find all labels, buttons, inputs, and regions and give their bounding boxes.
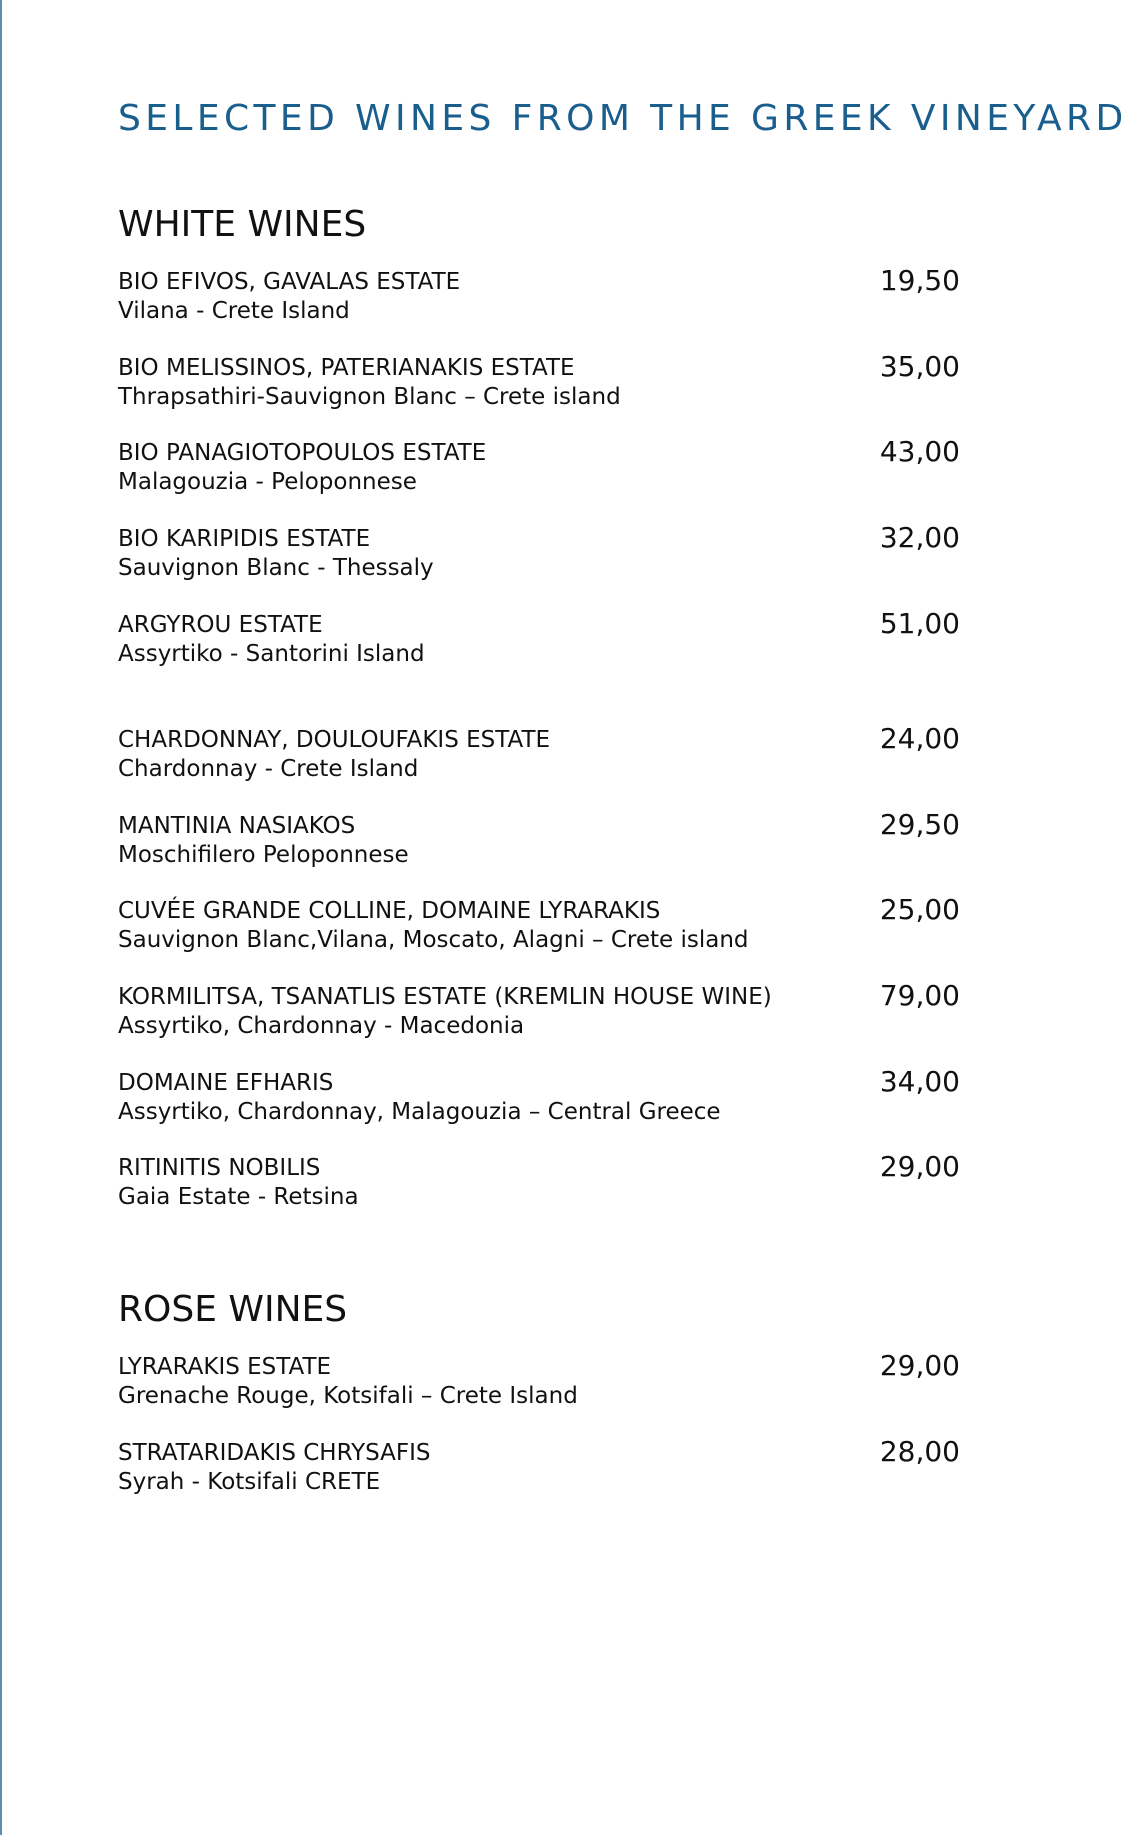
page-title: SELECTED WINES FROM THE GREEK VINEYARD [118, 98, 1128, 139]
wine-description: Vilana - Crete Island [118, 298, 350, 324]
wine-description: Assyrtiko, Chardonnay, Malagouzia – Central Greece [118, 1099, 721, 1125]
wine-name: DOMAINE EFHARIS [118, 1070, 334, 1096]
wine-item [118, 1065, 960, 1128]
wine-price: 79,00 [879, 979, 960, 1012]
section-title-rose-wines: ROSE WINES [118, 1289, 348, 1330]
wine-item [118, 264, 960, 327]
page-edge-line [0, 0, 2, 1835]
wine-item [118, 722, 960, 785]
section-title-white-wines: WHITE WINES [118, 204, 367, 245]
wine-price: 29,50 [879, 808, 960, 841]
wine-price: 24,00 [879, 722, 960, 755]
wine-name: KORMILITSA, TSANATLIS ESTATE (KREMLIN HOUSE WINE) [118, 984, 772, 1010]
wine-menu-page [118, 0, 1128, 1835]
wine-name: BIO EFIVOS, GAVALAS ESTATE [118, 269, 461, 295]
wine-name: CUVÉE GRANDE COLLINE, DOMAINE LYRARAKIS [118, 898, 661, 924]
wine-item [118, 607, 960, 670]
wine-price: 43,00 [879, 435, 960, 468]
wine-item [118, 1150, 960, 1213]
wine-price: 25,00 [879, 893, 960, 926]
wine-description: Assyrtiko - Santorini Island [118, 641, 425, 667]
wine-price: 28,00 [879, 1435, 960, 1468]
wine-description: Assyrtiko, Chardonnay - Macedonia [118, 1013, 525, 1039]
wine-item [118, 893, 960, 956]
wine-name: BIO PANAGIOTOPOULOS ESTATE [118, 440, 487, 466]
wine-name: CHARDONNAY, DOULOUFAKIS ESTATE [118, 727, 551, 753]
wine-description: Sauvignon Blanc,Vilana, Moscato, Alagni – Crete island [118, 927, 749, 953]
wine-name: ARGYROU ESTATE [118, 612, 323, 638]
wine-price: 51,00 [879, 607, 960, 640]
wine-name: MANTINIA NASIAKOS [118, 813, 356, 839]
wine-price: 35,00 [879, 350, 960, 383]
wine-price: 19,50 [879, 264, 960, 297]
wine-description: Sauvignon Blanc - Thessaly [118, 555, 434, 581]
wine-item [118, 350, 960, 413]
wine-item [118, 521, 960, 584]
wine-price: 32,00 [879, 521, 960, 554]
wine-item [118, 979, 960, 1042]
wine-item [118, 808, 960, 871]
wine-name: RITINITIS NOBILIS [118, 1155, 321, 1181]
wine-name: STRATARIDAKIS CHRYSAFIS [118, 1440, 431, 1466]
wine-description: Syrah - Kotsifali CRETE [118, 1469, 381, 1495]
wine-description: Gaia Estate - Retsina [118, 1184, 359, 1210]
wine-price: 34,00 [879, 1065, 960, 1098]
wine-description: Malagouzia - Peloponnese [118, 469, 417, 495]
wine-price: 29,00 [879, 1150, 960, 1183]
wine-description: Chardonnay - Crete Island [118, 756, 419, 782]
wine-description: Grenache Rouge, Kotsifali – Crete Island [118, 1383, 578, 1409]
wine-item [118, 1435, 960, 1498]
wine-name: BIO KARIPIDIS ESTATE [118, 526, 371, 552]
wine-price: 29,00 [879, 1349, 960, 1382]
wine-item [118, 1349, 960, 1412]
wine-description: Moschifilero Peloponnese [118, 842, 409, 868]
wine-item [118, 435, 960, 498]
wine-description: Thrapsathiri-Sauvignon Blanc – Crete island [118, 384, 621, 410]
wine-name: LYRARAKIS ESTATE [118, 1354, 332, 1380]
wine-name: BIO MELISSINOS, PATERIANAKIS ESTATE [118, 355, 575, 381]
